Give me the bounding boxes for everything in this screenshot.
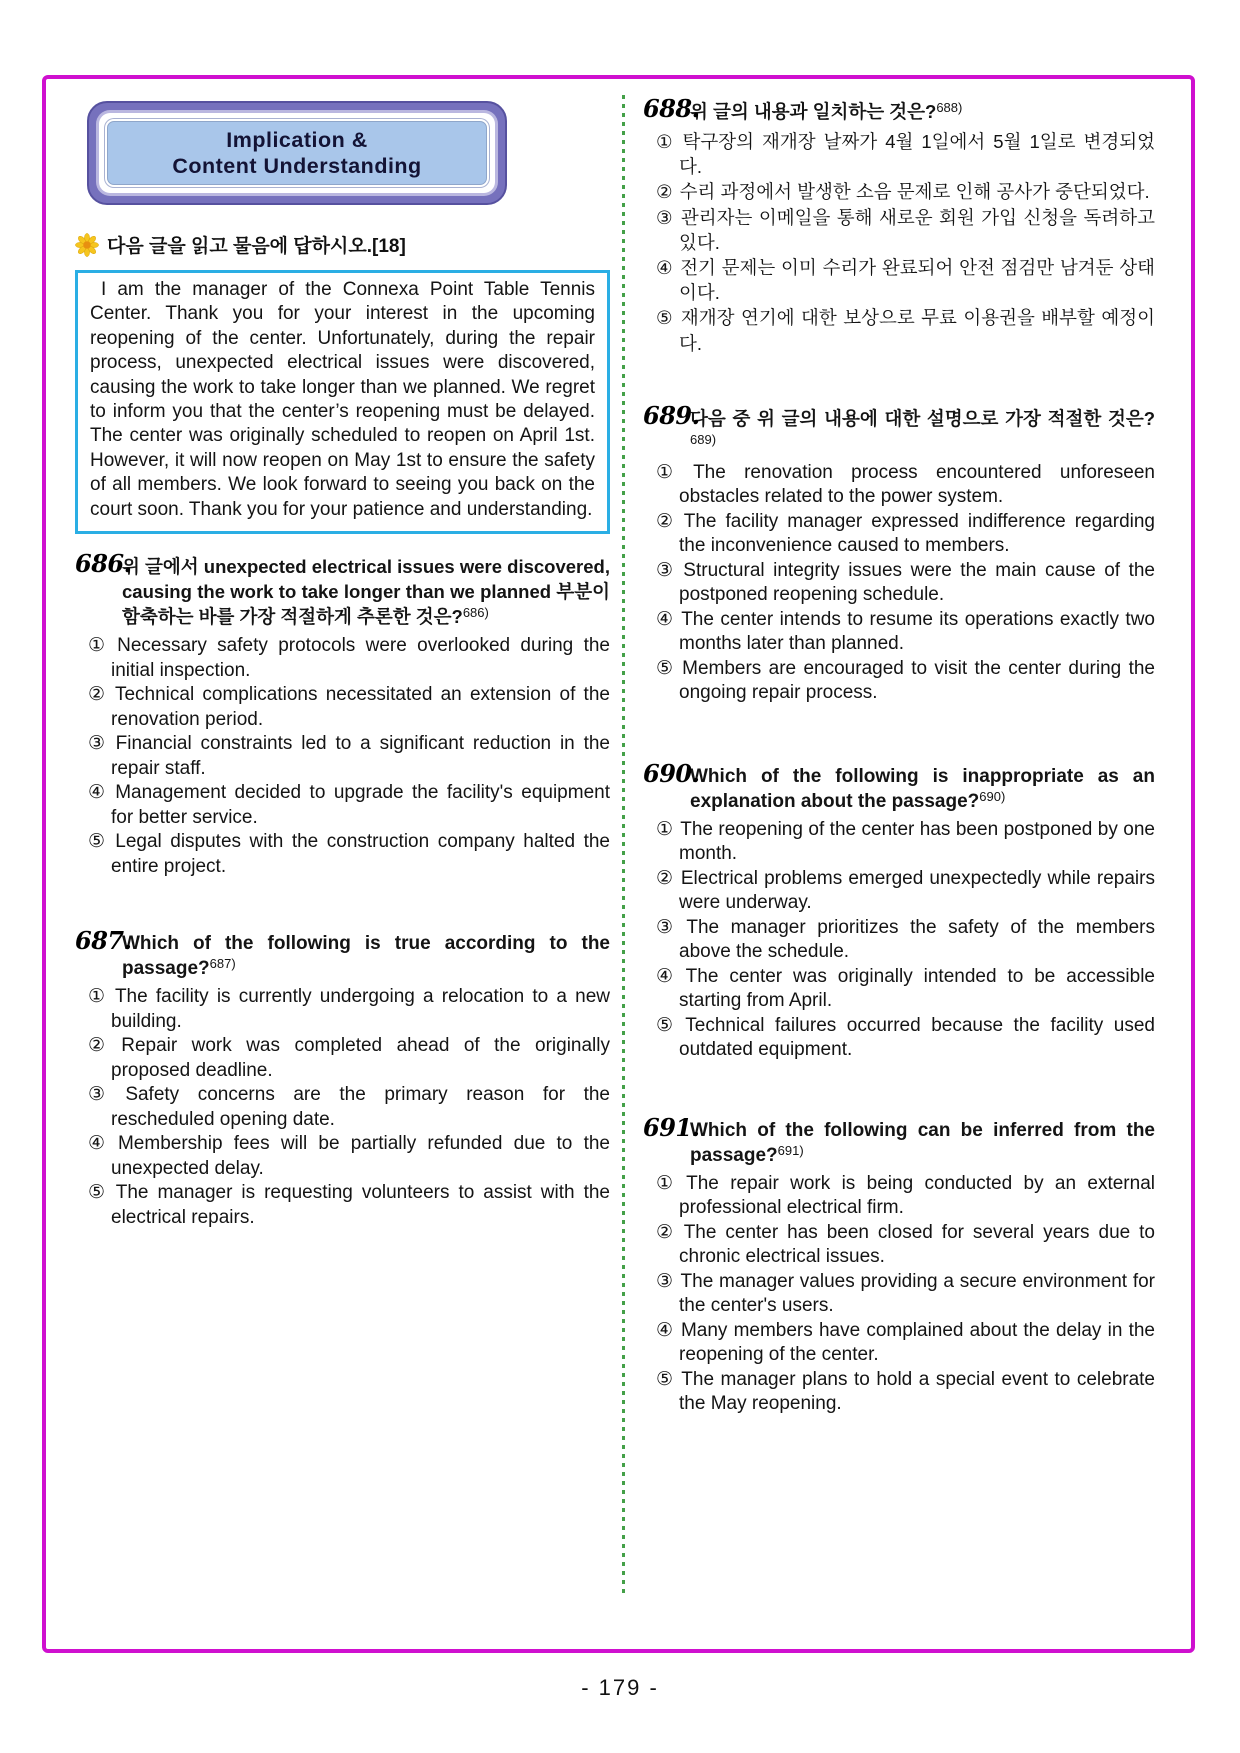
- question-688: [643, 94, 1155, 356]
- question-690-number: 690.: [643, 758, 700, 788]
- column-divider: [622, 95, 625, 1593]
- question-688-options: [643, 129, 1155, 356]
- option-text: 관리자는 이메일을 통해 새로운 회원 가입 신청을 독려하고 있다.: [679, 206, 1155, 253]
- question-691-head: [643, 1112, 1155, 1169]
- option-marker: ③: [656, 916, 680, 938]
- option-marker: ①: [656, 461, 687, 483]
- question-687-options: [75, 985, 610, 1230]
- option-marker: ①: [88, 986, 108, 1008]
- option-text: Structural integrity issues were the main cause of the postponed reopening schedule.: [679, 559, 1155, 606]
- option-text: The repair work is being conducted by an external professional electrical firm.: [679, 1172, 1155, 1219]
- option: [643, 255, 1155, 305]
- option: [75, 732, 610, 781]
- option-text: The reopening of the center has been postponed by one month.: [679, 818, 1155, 865]
- option-marker: ④: [656, 1319, 674, 1341]
- question-690: [643, 758, 1155, 1063]
- option: [75, 1034, 610, 1083]
- question-691-prompt: Which of the following can be inferred from the passage?: [690, 1119, 1155, 1166]
- option-marker: ③: [656, 206, 674, 228]
- question-686-footnote: 686): [462, 605, 489, 621]
- option-text: The manager plans to hold a special event to celebrate the May reopening.: [679, 1368, 1156, 1415]
- question-691-options: [643, 1172, 1155, 1417]
- option-marker: ①: [656, 1172, 680, 1194]
- question-689-prompt: 다음 중 위 글의 내용에 대한 설명으로 가장 적절한 것은?: [690, 407, 1155, 429]
- question-686-head: [75, 549, 610, 631]
- option: [643, 818, 1155, 867]
- option-text: Electrical problems emerged unexpectedly while repairs were underway.: [679, 867, 1155, 914]
- option-marker: ⑤: [88, 1182, 109, 1204]
- option-text: The center has been closed for several years due to chronic electrical issues.: [679, 1221, 1155, 1268]
- option-text: The center was originally intended to be accessible starting from April.: [679, 965, 1155, 1012]
- option: [643, 461, 1155, 510]
- option: [643, 916, 1155, 965]
- option-text: The facility manager expressed indifference regarding the inconvenience caused to members.: [679, 510, 1155, 557]
- option-marker: ④: [656, 965, 679, 987]
- question-689-options: [643, 461, 1155, 706]
- question-688-head: [643, 94, 1155, 126]
- question-686: [75, 549, 610, 879]
- section-title-line2: Content Understanding: [172, 154, 422, 178]
- option-marker: ①: [88, 635, 111, 657]
- page-number: - 179 -: [581, 1675, 659, 1700]
- option-marker: ①: [656, 818, 674, 840]
- option-marker: ③: [656, 1270, 674, 1292]
- option: [643, 1319, 1155, 1368]
- option: [643, 965, 1155, 1014]
- option-marker: ⑤: [656, 307, 674, 329]
- option: [643, 205, 1155, 255]
- question-688-number: 688.: [643, 94, 700, 123]
- option-text: The renovation process encountered unforeseen obstacles related to the power system.: [679, 461, 1155, 508]
- option-text: The facility is currently undergoing a relocation to a new building.: [111, 986, 610, 1032]
- question-686-options: [75, 634, 610, 879]
- option: [75, 781, 610, 830]
- option-marker: ⑤: [656, 1368, 675, 1390]
- option-text: Many members have complained about the delay in the reopening of the center.: [679, 1319, 1155, 1366]
- question-689-head: [643, 400, 1155, 458]
- option-text: The center intends to resume its operations exactly two months later than planned.: [679, 608, 1155, 655]
- question-689: [643, 400, 1155, 706]
- title-ring-lavender: [96, 110, 498, 196]
- option: [643, 559, 1155, 608]
- option-marker: ②: [656, 510, 677, 532]
- question-688-prompt: 위 글의 내용과 일치하는 것은?: [690, 101, 937, 122]
- option-marker: ①: [656, 131, 676, 152]
- option-marker: ⑤: [656, 1014, 679, 1036]
- option-marker: ⑤: [656, 657, 676, 679]
- left-column: [75, 95, 610, 1230]
- option-text: 전기 문제는 이미 수리가 완료되어 안전 점검만 남겨둔 상태이다.: [679, 257, 1155, 304]
- flower-icon: [75, 233, 99, 257]
- question-691-number: 691.: [643, 1112, 700, 1142]
- question-687-footnote: 687): [209, 956, 236, 972]
- option-text: Legal disputes with the construction company halted the entire project.: [111, 831, 610, 877]
- option-text: The manager is requesting volunteers to assist with the electrical repairs.: [111, 1182, 610, 1228]
- option-text: Technical failures occurred because the facility used outdated equipment.: [679, 1014, 1155, 1061]
- section-title: [107, 121, 487, 185]
- option-text: Necessary safety protocols were overlooked during the initial inspection.: [111, 635, 610, 681]
- option: [75, 985, 610, 1034]
- question-690-footnote: 690): [979, 788, 1006, 804]
- question-690-prompt: Which of the following is inappropriate as an explanation about the passage?: [690, 765, 1155, 812]
- option: [643, 129, 1155, 179]
- question-686-number: 686.: [75, 549, 132, 579]
- question-687-number: 687.: [75, 926, 132, 956]
- option: [643, 1368, 1155, 1417]
- question-687-prompt: Which of the following is true according to the passage?: [122, 933, 610, 980]
- option: [75, 1181, 610, 1230]
- right-column: [643, 95, 1155, 1417]
- option: [75, 683, 610, 732]
- option-text: 탁구장의 재개장 날짜가 4월 1일에서 5월 1일로 변경되었다.: [679, 131, 1155, 178]
- option-marker: ④: [88, 782, 109, 804]
- passage-text: I am the manager of the Connexa Point Table Tennis Center. Thank you for your interest in the upcoming reopening of the center. Unfortunately, during the repair process, unexpected electrical issues were discovered, causing the work to take longer than we planned. We regret to inform you that the center’s reopening must be delayed. The center was originally scheduled to reopen on April 1st. However, it will now reopen on May 1st to ensure the safety of all members. We look forward to seeing you back on the court soon. Thank you for your patience and understanding.: [90, 279, 595, 520]
- option-marker: ②: [656, 1221, 677, 1243]
- option-text: Membership fees will be partially refunded due to the unexpected delay.: [111, 1133, 610, 1179]
- option: [75, 1083, 610, 1132]
- question-689-number: 689.: [643, 400, 700, 430]
- option-text: 재개장 연기에 대한 보상으로 무료 이용권을 배부할 예정이다.: [679, 307, 1155, 354]
- question-687: [75, 926, 610, 1230]
- question-689-footnote: 689): [690, 431, 717, 447]
- option-marker: ②: [656, 181, 673, 203]
- option-marker: ④: [656, 608, 675, 630]
- option-marker: ②: [656, 867, 674, 889]
- question-686-prompt: 위 글에서 unexpected electrical issues were discovered, causing the work to take longer than we planned 부분이 함축하는 바를 가장 적절하게 추론한 것은?: [122, 556, 610, 628]
- option: [75, 634, 610, 683]
- option: [643, 179, 1155, 204]
- option: [75, 830, 610, 879]
- instruction-row: [75, 231, 610, 258]
- passage-box: [75, 270, 610, 534]
- question-690-head: [643, 758, 1155, 815]
- option: [643, 657, 1155, 706]
- option-marker: ④: [88, 1133, 111, 1155]
- question-687-head: [75, 926, 610, 982]
- question-688-footnote: 688): [936, 100, 963, 115]
- option: [643, 305, 1155, 355]
- option-text: Members are encouraged to visit the center during the ongoing repair process.: [679, 657, 1155, 704]
- option-text: The manager prioritizes the safety of the members above the schedule.: [679, 916, 1155, 963]
- option-marker: ③: [656, 559, 677, 581]
- option: [643, 1014, 1155, 1063]
- option: [643, 608, 1155, 657]
- option: [643, 1270, 1155, 1319]
- option: [75, 1132, 610, 1181]
- option-marker: ③: [88, 733, 109, 755]
- instruction-text: 다음 글을 읽고 물음에 답하시오.[18]: [107, 236, 406, 257]
- option-marker: ②: [88, 1035, 115, 1057]
- option: [643, 867, 1155, 916]
- option: [643, 510, 1155, 559]
- option-text: 수리 과정에서 발생한 소음 문제로 인해 공사가 중단되었다.: [679, 181, 1150, 203]
- title-ring-white: [99, 113, 495, 193]
- question-691: [643, 1112, 1156, 1417]
- option-marker: ②: [88, 684, 108, 706]
- option: [643, 1221, 1155, 1270]
- option-text: Management decided to upgrade the facility's equipment for better service.: [111, 782, 610, 828]
- section-title-box: [87, 101, 507, 205]
- option-text: Financial constraints led to a significant reduction in the repair staff.: [111, 733, 610, 779]
- option-marker: ⑤: [88, 831, 109, 853]
- option-text: The manager values providing a secure environment for the center's users.: [679, 1270, 1155, 1317]
- option: [643, 1172, 1155, 1221]
- option-marker: ④: [656, 257, 674, 279]
- question-691-footnote: 691): [777, 1142, 804, 1158]
- option-marker: ③: [88, 1084, 119, 1106]
- question-690-options: [643, 818, 1155, 1063]
- option-text: Technical complications necessitated an extension of the renovation period.: [111, 684, 610, 730]
- option-text: Safety concerns are the primary reason for the rescheduled opening date.: [111, 1084, 610, 1130]
- section-title-line1: Implication &: [226, 128, 368, 152]
- option-text: Repair work was completed ahead of the originally proposed deadline.: [111, 1035, 610, 1081]
